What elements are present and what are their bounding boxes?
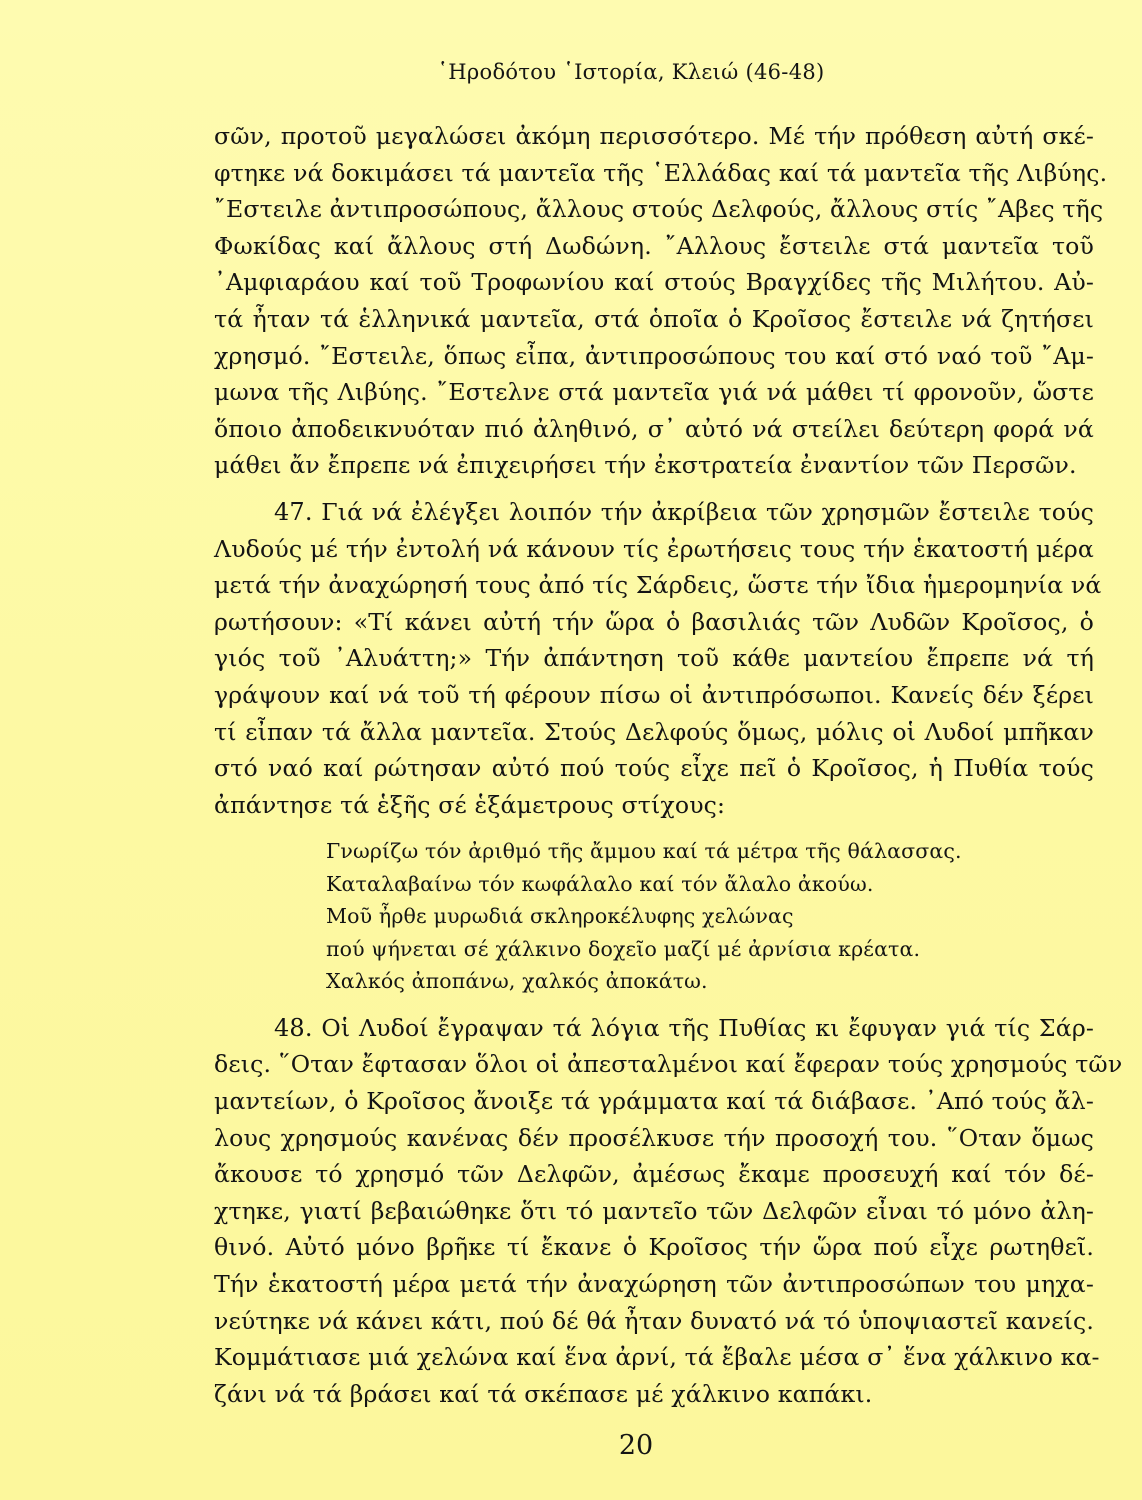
- text-line: Τήν ἑκατοστή μέρα μετά τήν ἀναχώρηση τῶν ἀντιπροσώπων του μηχα-: [214, 1269, 1094, 1298]
- paragraph-46-continuation: [214, 118, 1108, 484]
- text-line: ἄκουσε τό χρησμό τῶν Δελφῶν, ἀμέσως ἔκαμε προσευχή καί τόν δέ-: [214, 1160, 1094, 1189]
- text-line: δεις. ῞Οταν ἔφτασαν ὅλοι οἱ ἀπεσταλμένοι καί ἔφεραν τούς χρησμούς τῶν: [214, 1050, 1123, 1079]
- paragraph-47: [214, 494, 1102, 823]
- text-line: Κομμάτιασε μιά χελώνα καί ἕνα ἀρνί, τά ἔβαλε μέσα σ᾿ ἕνα χάλκινο κα-: [214, 1343, 1100, 1372]
- page-number: [0, 1430, 1142, 1461]
- text-line: Λυδούς μέ τήν ἐντολή νά κάνουν τίς ἐρωτήσεις τους τήν ἑκατοστή μέρα: [214, 534, 1094, 563]
- text-line: ζάνι νά τά βράσει καί τά σκέπασε μέ χάλκινο καπάκι.: [214, 1379, 873, 1408]
- text-line: τί εἶπαν τά ἄλλα μαντεῖα. Στούς Δελφούς ὅμως, μόλις οἱ Λυδοί μπῆκαν: [214, 717, 1094, 746]
- paragraph-48: [214, 1010, 1123, 1413]
- text-line: φτηκε νά δοκιμάσει τά μαντεῖα τῆς ῾Ελλάδας καί τά μαντεῖα τῆς Λιβύης.: [214, 158, 1108, 187]
- text-line: ῎Εστειλε ἀντιπροσώπους, ἄλλους στούς Δελφούς, ἄλλους στίς ῎Αβες τῆς: [214, 195, 1104, 224]
- text-line: μετά τήν ἀναχώρησή τους ἀπό τίς Σάρδεις, ὥστε τήν ἴδια ἡμερομηνία νά: [214, 571, 1102, 600]
- text-line: ᾿Αμφιαράου καί τοῦ Τροφωνίου καί στούς Βραγχίδες τῆς Μιλήτου. Αὐ-: [214, 268, 1094, 297]
- verse-line: Γνωρίζω τόν ἀριθμό τῆς ἄμμου καί τά μέτρα τῆς θάλασσας.: [326, 839, 962, 864]
- section-number: 48.: [274, 1013, 313, 1042]
- text-line: Γιά νά ἐλέγξει λοιπόν τήν ἀκρίβεια τῶν χρησμῶν ἔστειλε τούς: [321, 497, 1094, 526]
- text-line: γιός τοῦ ᾿Αλυάττη;» Τήν ἀπάντηση τοῦ κάθε μαντείου ἔπρεπε νά τή: [214, 644, 1094, 673]
- text-line: χρησμό. ῎Εστειλε, ὅπως εἶπα, ἀντιπροσώπους του καί στό ναό τοῦ ῎Αμ-: [214, 341, 1094, 370]
- oracle-verse: [326, 835, 1094, 998]
- text-line: στό ναό καί ρώτησαν αὐτό πού τούς εἶχε πεῖ ὁ Κροῖσος, ἡ Πυθία τούς: [214, 754, 1094, 783]
- verse-line: πού ψήνεται σέ χάλκινο δοχεῖο μαζί μέ ἀρνίσια κρέατα.: [326, 936, 921, 961]
- text-line-first: [214, 494, 1094, 531]
- verse-line: Καταλαβαίνω τόν κωφάλαλο καί τόν ἄλαλο ἀκούω.: [326, 871, 874, 896]
- text-line: χτηκε, γιατί βεβαιώθηκε ὅτι τό μαντεῖο τῶν Δελφῶν εἶναι τό μόνο ἀλη-: [214, 1196, 1094, 1225]
- text-line-first: [214, 1010, 1094, 1047]
- running-header: [0, 60, 1142, 84]
- text-line: θινό. Αὐτό μόνο βρῆκε τί ἔκανε ὁ Κροῖσος τήν ὥρα πού εἶχε ρωτηθεῖ.: [214, 1233, 1094, 1262]
- text-line: μαντείων, ὁ Κροῖσος ἄνοιξε τά γράμματα καί τά διάβασε. ᾿Από τούς ἄλ-: [214, 1086, 1094, 1115]
- text-line: Φωκίδας καί ἄλλους στή Δωδώνη. ῎Αλλους ἔστειλε στά μαντεῖα τοῦ: [214, 231, 1094, 260]
- verse-line: Χαλκός ἀποπάνω, χαλκός ἀποκάτω.: [326, 969, 708, 994]
- running-title: ῾Ηροδότου ῾Ιστορία, Κλειώ (46-48): [437, 60, 825, 84]
- text-line: τά ἦταν τά ἑλληνικά μαντεῖα, στά ὁποῖα ὁ Κροῖσος ἔστειλε νά ζητήσει: [214, 304, 1094, 333]
- text-line: ἀπάντησε τά ἑξῆς σέ ἑξάμετρους στίχους:: [214, 790, 726, 819]
- text-line: γράψουν καί νά τοῦ τή φέρουν πίσω οἱ ἀντιπρόσωποι. Κανείς δέν ξέρει: [214, 680, 1094, 709]
- text-line: μάθει ἄν ἔπρεπε νά ἐπιχειρήσει τήν ἐκστρατεία ἐναντίον τῶν Περσῶν.: [214, 451, 1077, 480]
- section-number: 47.: [274, 497, 313, 526]
- text-line: Οἱ Λυδοί ἔγραψαν τά λόγια τῆς Πυθίας κι ἔφυγαν γιά τίς Σάρ-: [321, 1013, 1094, 1042]
- text-line: ὅποιο ἀποδεικνυόταν πιό ἀληθινό, σ᾿ αὐτό νά στείλει δεύτερη φορά νά: [214, 414, 1094, 443]
- verse-line: Μοῦ ἦρθε μυρωδιά σκληροκέλυφης χελώνας: [326, 904, 794, 929]
- main-text: [214, 118, 1123, 1412]
- text-line: νεύτηκε νά κάνει κάτι, πού δέ θά ἦταν δυνατό νά τό ὑποψιαστεῖ κανείς.: [214, 1306, 1094, 1335]
- page-number-value: 20: [618, 1430, 654, 1461]
- text-line: σῶν, προτοῦ μεγαλώσει ἀκόμη περισσότερο. Μέ τήν πρόθεση αὐτή σκέ-: [214, 122, 1094, 150]
- text-line: λους χρησμούς κανένας δέν προσέλκυσε τήν προσοχή του. ῞Οταν ὅμως: [214, 1123, 1094, 1152]
- text-line: ρωτήσουν: «Τί κάνει αὐτή τήν ὥρα ὁ βασιλιάς τῶν Λυδῶν Κροῖσος, ὁ: [214, 607, 1094, 636]
- text-line: μωνα τῆς Λιβύης. ῎Εστελνε στά μαντεῖα γιά νά μάθει τί φρονοῦν, ὥστε: [214, 378, 1094, 407]
